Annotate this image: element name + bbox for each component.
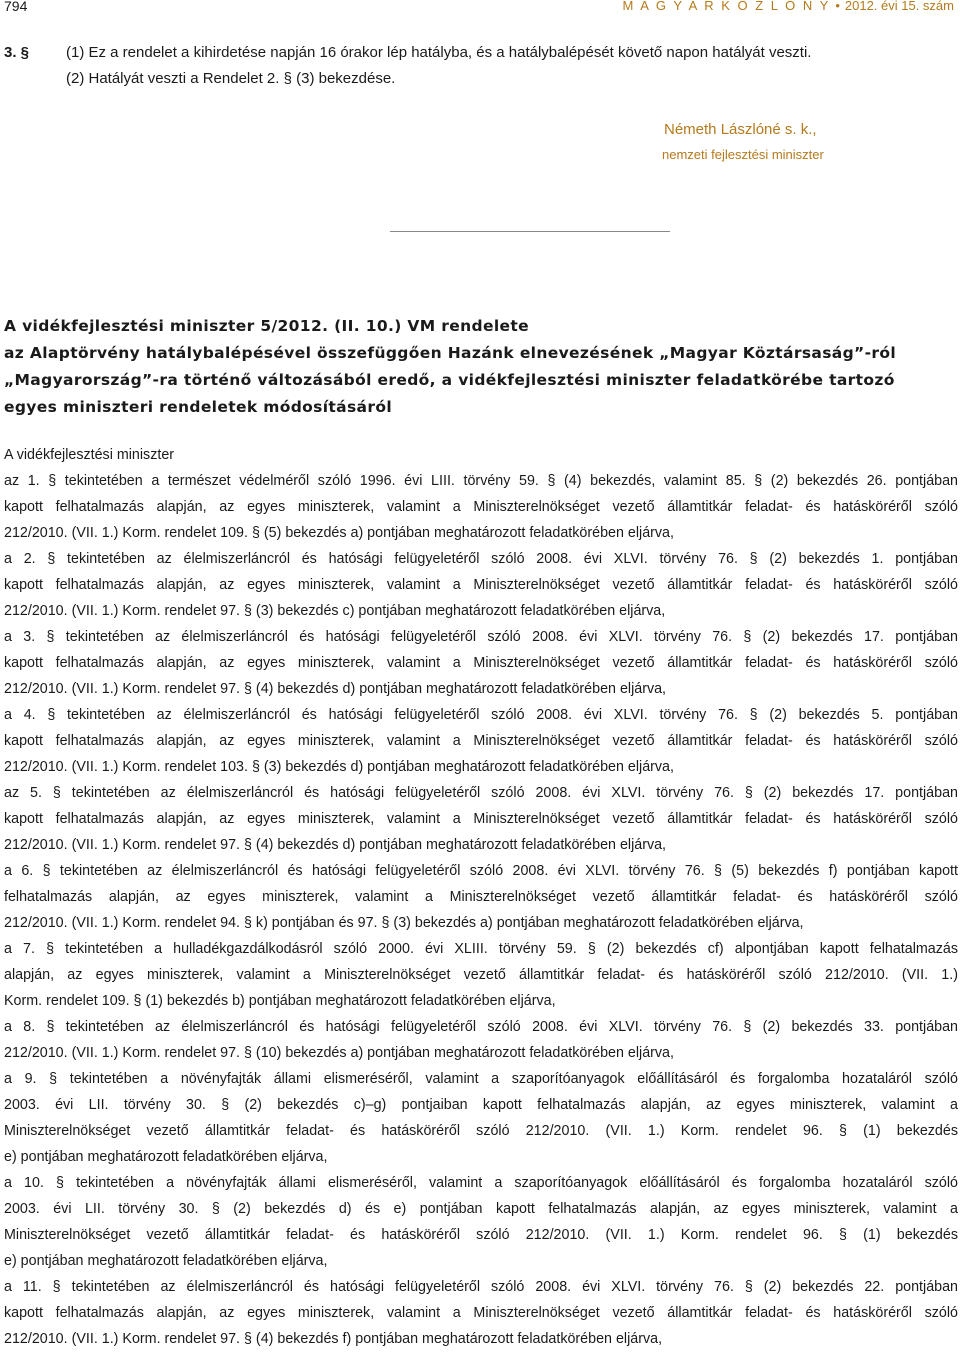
- preamble-line: a 2. § tekintetében az élelmiszerláncról és hatósági felügyeletéről szóló 2008. évi XLVI. törvény 76. § (2) bekezdés 1. pontjában: [4, 551, 958, 567]
- preamble-line: Korm. rendelet 109. § (1) bekezdés b) pontjában meghatározott feladatkörében eljárva,: [4, 993, 556, 1009]
- preamble-line: kapott felhatalmazás alapján, az egyes miniszterek, valamint a Miniszterelnökséget vezető államtitkár feladat- és hatásköréről szóló: [4, 499, 958, 515]
- running-header: [623, 0, 954, 13]
- preamble-line: a 11. § tekintetében az élelmiszerláncról és hatósági felügyeletéről szóló 2008. évi XLVI. törvény 76. § (2) bekezdés 22. pontjában: [4, 1279, 958, 1295]
- preamble-line: kapott felhatalmazás alapján, az egyes miniszterek, valamint a Miniszterelnökséget vezető államtitkár feladat- és hatásköréről szóló: [4, 811, 958, 827]
- section-paragraph-1: (1) Ez a rendelet a kihirdetése napján 16 órakor lép hatályba, és a hatálybalépését követő napon hatályát veszti.: [66, 44, 812, 61]
- signatory-name: Németh Lászlóné s. k.,: [664, 121, 817, 138]
- preamble-line: kapott felhatalmazás alapján, az egyes miniszterek, valamint a Miniszterelnökséget vezető államtitkár feladat- és hatásköréről szóló: [4, 1305, 958, 1321]
- bullet-separator: •: [835, 0, 840, 13]
- preamble-line: a 4. § tekintetében az élelmiszerláncról és hatósági felügyeletéről szóló 2008. évi XLVI. törvény 76. § (2) bekezdés 5. pontjában: [4, 707, 958, 723]
- preamble-line: Miniszterelnökséget vezető államtitkár feladat- és hatásköréről szóló 212/2010. (VII. 1.) Korm. rendelet 96. § (1) bekezdés: [4, 1123, 958, 1139]
- preamble-line: a 6. § tekintetében az élelmiszerláncról és hatósági felügyeletéről szóló 2008. évi XLVI. törvény 76. § (5) bekezdés f) pontjában kapott: [4, 863, 958, 879]
- decree-title: [4, 313, 956, 421]
- preamble-line: 212/2010. (VII. 1.) Korm. rendelet 97. § (4) bekezdés f) pontjában meghatározott feladatkörében eljárva,: [4, 1331, 663, 1347]
- preamble-line: 2003. évi LII. törvény 30. § (2) bekezdés c)–g) pontjaiban kapott felhatalmazás alapján, az egyes miniszterek, valamint a: [4, 1097, 958, 1113]
- decree-title-line: egyes miniszteri rendeletek módosításáról: [4, 398, 393, 416]
- preamble-line: e) pontjában meghatározott feladatkörében eljárva,: [4, 1253, 328, 1269]
- preamble-line: az 5. § tekintetében az élelmiszerláncról és hatósági felügyeletéről szóló 2008. évi XLVI. törvény 76. § (2) bekezdés 17. pontjában: [4, 785, 958, 801]
- decree-title-line: az Alaptörvény hatálybalépésével összefüggően Hazánk elnevezésének „Magyar Köztársaság”-ról: [4, 344, 897, 362]
- preamble-line: 212/2010. (VII. 1.) Korm. rendelet 97. § (4) bekezdés d) pontjában meghatározott feladatkörében eljárva,: [4, 837, 667, 853]
- section-divider: [390, 231, 670, 232]
- preamble-line: kapott felhatalmazás alapján, az egyes miniszterek, valamint a Miniszterelnökséget vezető államtitkár feladat- és hatásköréről szóló: [4, 655, 958, 671]
- section-paragraph-2: (2) Hatályát veszti a Rendelet 2. § (3) bekezdése.: [66, 70, 396, 87]
- preamble-line: 212/2010. (VII. 1.) Korm. rendelet 109. § (5) bekezdés a) pontjában meghatározott feladatkörében eljárva,: [4, 525, 674, 541]
- journal-name: M A G Y A R K Ö Z L Ö N Y: [622, 0, 831, 13]
- preamble-line: 212/2010. (VII. 1.) Korm. rendelet 97. § (10) bekezdés a) pontjában meghatározott feladatkörében eljárva,: [4, 1045, 674, 1061]
- preamble-line: kapott felhatalmazás alapján, az egyes miniszterek, valamint a Miniszterelnökséget vezető államtitkár feladat- és hatásköréről szóló: [4, 577, 958, 593]
- preamble-line: 212/2010. (VII. 1.) Korm. rendelet 94. § k) pontjában és 97. § (3) bekezdés a) pontjában meghatározott feladatkörében eljárva,: [4, 915, 804, 931]
- preamble-line: e) pontjában meghatározott feladatkörében eljárva,: [4, 1149, 328, 1165]
- preamble-intro: A vidékfejlesztési miniszter: [4, 447, 175, 463]
- preamble-line: a 8. § tekintetében az élelmiszerláncról és hatósági felügyeletéről szóló 2008. évi XLVI. törvény 76. § (2) bekezdés 33. pontjában: [4, 1019, 958, 1035]
- preamble-line: a 9. § tekintetében a növényfajták állami elismeréséről, valamint a szaporítóanyagok előállításáról és forgalomba hozataláról szóló: [4, 1071, 958, 1087]
- preamble-line: 212/2010. (VII. 1.) Korm. rendelet 97. § (3) bekezdés c) pontjában meghatározott feladatkörében eljárva,: [4, 603, 666, 619]
- decree-title-line: „Magyarország”-ra történő változásából eredő, a vidékfejlesztési miniszter feladatkörébe tartozó: [4, 371, 895, 389]
- preamble-line: felhatalmazás alapján, az egyes miniszterek, valamint a Miniszterelnökséget vezető államtitkár feladat- és hatásköréről szóló: [4, 889, 958, 905]
- issue-label: 2012. évi 15. szám: [844, 0, 954, 13]
- preamble-line: 2003. évi LII. törvény 30. § (2) bekezdés d) és e) pontjában kapott felhatalmazás alapján, az egyes miniszterek, valamint a: [4, 1201, 958, 1217]
- preamble-line: 212/2010. (VII. 1.) Korm. rendelet 97. § (4) bekezdés d) pontjában meghatározott feladatkörében eljárva,: [4, 681, 667, 697]
- preamble-line: 212/2010. (VII. 1.) Korm. rendelet 103. § (3) bekezdés d) pontjában meghatározott feladatkörében eljárva,: [4, 759, 674, 775]
- preamble-line: a 10. § tekintetében a növényfajták állami elismeréséről, valamint a szaporítóanyagok előállításáról és forgalomba hozataláról szóló: [4, 1175, 958, 1191]
- preamble-line: kapott felhatalmazás alapján, az egyes miniszterek, valamint a Miniszterelnökséget vezető államtitkár feladat- és hatásköréről szóló: [4, 733, 958, 749]
- preamble-line: a 3. § tekintetében az élelmiszerláncról és hatósági felügyeletéről szóló 2008. évi XLVI. törvény 76. § (2) bekezdés 17. pontjában: [4, 629, 958, 645]
- preamble-line: az 1. § tekintetében a természet védelméről szóló 1996. évi LIII. törvény 59. § (4) bekezdés, valamint 85. § (2) bekezdés 26. pontjában: [4, 473, 958, 489]
- decree-title-line: A vidékfejlesztési miniszter 5/2012. (II. 10.) VM rendelete: [4, 317, 529, 335]
- section-number: 3. §: [4, 44, 30, 61]
- page-number: 794: [4, 0, 28, 14]
- signatory-title: nemzeti fejlesztési miniszter: [662, 147, 824, 162]
- preamble-line: Miniszterelnökséget vezető államtitkár feladat- és hatásköréről szóló 212/2010. (VII. 1.) Korm. rendelet 96. § (1) bekezdés: [4, 1227, 958, 1243]
- preamble-line: a 7. § tekintetében a hulladékgazdálkodásról szóló 2000. évi XLIII. törvény 59. § (2) bekezdés cf) alpontjában kapott felhatalmazás: [4, 941, 958, 957]
- preamble-line: alapján, az egyes miniszterek, valamint a Miniszterelnökséget vezető államtitkár feladat- és hatásköréről szóló 212/2010. (VII. 1.): [4, 967, 958, 983]
- decree-preamble: [4, 442, 958, 1352]
